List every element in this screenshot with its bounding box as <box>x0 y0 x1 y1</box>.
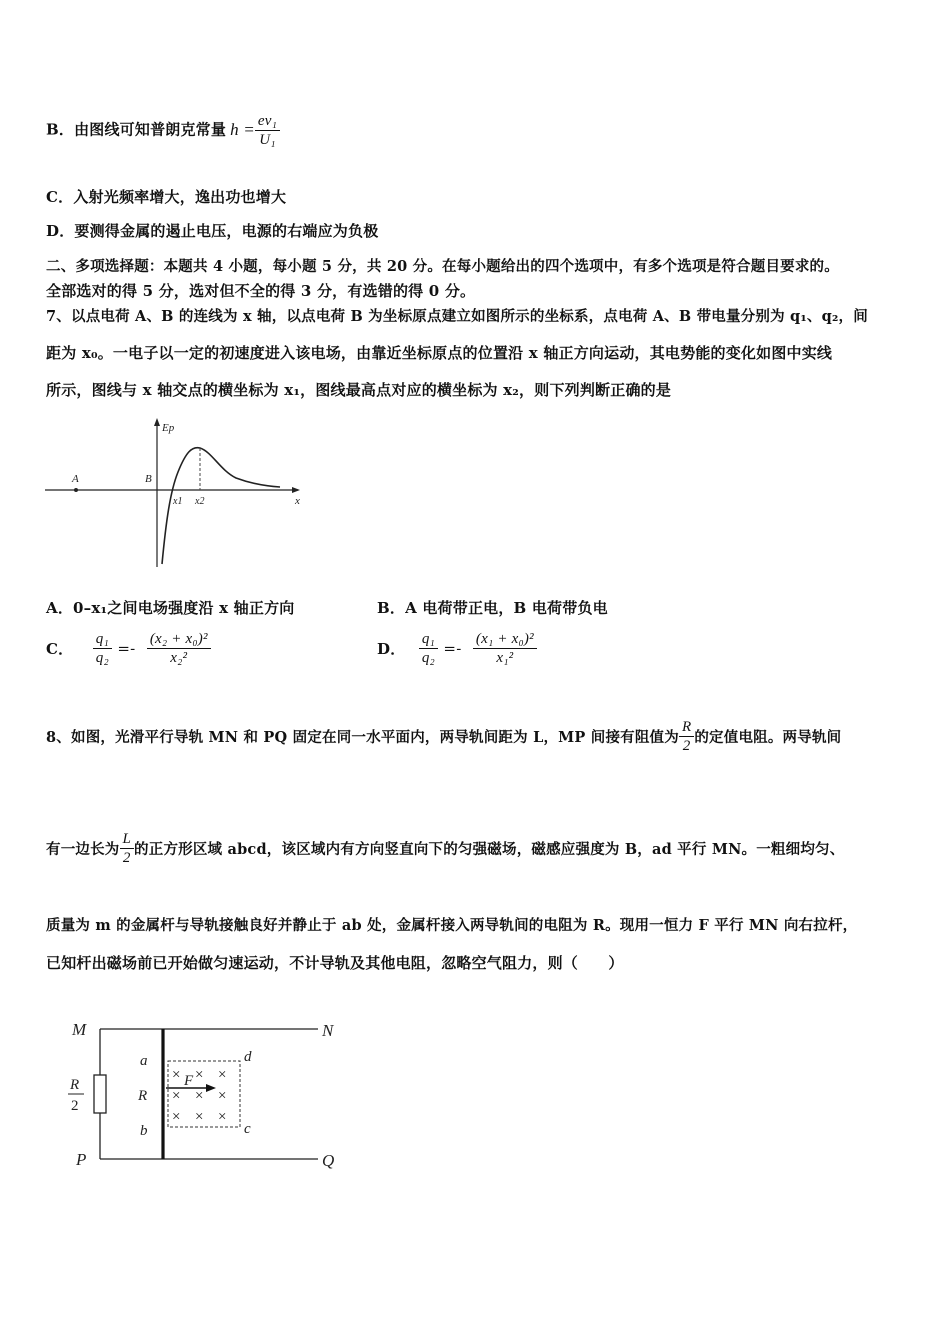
planck-formula-fraction <box>255 112 280 149</box>
q8-text-line4: 已知杆出磁场前已开始做匀速运动，不计导轨及其他电阻，忽略空气阻力，则（ ） <box>46 954 624 972</box>
graph-y-axis-arrow <box>154 418 160 426</box>
graph-label-a: A <box>72 473 79 485</box>
q7-option-d-rhs-num: (x₁ + x₀)² <box>475 631 534 647</box>
q8-text-line1 <box>46 718 841 755</box>
q8-resistance-den: 2 <box>679 736 694 755</box>
planck-formula-numerator: ev₁ <box>257 113 278 129</box>
q7-option-c-label: C． <box>46 640 74 658</box>
label-f: F <box>184 1073 194 1089</box>
q8-line2-text-b: 的正方形区域 abcd，该区域内有方向竖直向下的匀强磁场，磁感应强度为 B，ad 平行 MN。一粗细均匀、 <box>134 841 845 858</box>
graph-label-x1: x1 <box>173 496 183 507</box>
planck-formula-lhs: h = <box>230 119 255 139</box>
q7-option-d-rhs-den: x₁² <box>473 648 537 667</box>
field-cross-3: × <box>218 1067 227 1083</box>
q7-option-d-equals: =- <box>443 639 462 658</box>
q7-option-c <box>46 630 211 667</box>
q8-text-line3: 质量为 m 的金属杆与导轨接触良好并静止于 ab 处，金属杆接入两导轨间的电阻为 R。现用一恒力 F 平行 MN 向右拉杆， <box>46 917 858 934</box>
field-cross-2: × <box>195 1067 204 1083</box>
q7-option-b: B．A 电荷带正电，B 电荷带负电 <box>377 599 608 617</box>
graph-x-axis-arrow <box>292 487 300 493</box>
graph-label-b: B <box>145 473 152 485</box>
q8-resistance-fraction <box>679 718 694 755</box>
q7-option-d-lhs-den: q₂ <box>419 648 438 667</box>
label-rod-r: R <box>138 1088 148 1104</box>
label-n: N <box>322 1021 334 1040</box>
field-cross-5: × <box>195 1088 204 1104</box>
label-d: d <box>244 1049 252 1065</box>
q8-line1-text-a: 8、如图，光滑平行导轨 MN 和 PQ 固定在同一水平面内，两导轨间距为 L，MP 间接有阻值为 <box>46 729 679 746</box>
q7-text-line3: 所示，图线与 x 轴交点的横坐标为 x₁，图线最高点对应的横坐标为 x₂，则下列判断正确的是 <box>46 381 672 399</box>
q8-resistance-num: R <box>681 719 692 735</box>
q7-text-line2: 距为 x₀。一电子以一定的初速度进入该电场，由靠近坐标原点的位置沿 x 轴正方向运动，其电势能的变化如图中实线 <box>46 344 833 362</box>
q6-option-b <box>46 112 280 149</box>
field-cross-8: × <box>195 1109 204 1125</box>
section2-heading-line1: 二、多项选择题：本题共 4 小题，每小题 5 分，共 20 分。在每小题给出的四个选项中，有多个选项是符合题目要求的。 <box>46 258 839 275</box>
rail-circuit-figure <box>60 1015 360 1180</box>
resistor-label-num: R <box>70 1077 80 1093</box>
field-cross-9: × <box>218 1109 227 1125</box>
field-cross-6: × <box>218 1088 227 1104</box>
q7-option-d-lhs <box>419 630 438 667</box>
q7-option-d <box>377 630 537 667</box>
q8-side-length-den: 2 <box>120 848 135 867</box>
label-q: Q <box>322 1151 335 1170</box>
graph-label-ep: Ep <box>162 422 175 434</box>
q7-option-c-rhs <box>147 630 211 667</box>
q8-line2-text-a: 有一边长为 <box>46 841 120 858</box>
label-p: P <box>76 1150 87 1169</box>
label-b: b <box>140 1123 148 1139</box>
graph-label-x: x <box>295 495 300 507</box>
q8-text-line2 <box>46 830 844 867</box>
q7-option-c-lhs <box>93 630 112 667</box>
q7-option-d-label: D． <box>377 640 406 658</box>
planck-formula-denominator: U₁ <box>255 130 280 149</box>
q6-option-c: C．入射光频率增大，逸出功也增大 <box>46 188 287 206</box>
label-m: M <box>72 1020 87 1039</box>
label-a: a <box>140 1053 148 1069</box>
q7-option-c-rhs-num: (x₂ + x₀)² <box>149 631 208 647</box>
charge-a-dot <box>74 488 78 492</box>
q7-option-c-rhs-den: x₂² <box>147 648 211 667</box>
q6-option-d: D．要测得金属的遏止电压，电源的右端应为负极 <box>46 222 379 240</box>
q8-side-length-num: L <box>122 831 132 847</box>
q7-option-c-lhs-num: q₁ <box>95 631 109 647</box>
q8-side-length-fraction <box>120 830 135 867</box>
q7-option-a: A．0–x₁之间电场强度沿 x 轴正方向 <box>46 599 295 617</box>
q6-option-b-text: B．由图线可知普朗克常量 <box>46 120 227 139</box>
label-c: c <box>244 1121 251 1137</box>
resistor-label-den: 2 <box>71 1098 79 1114</box>
resistor <box>94 1075 106 1113</box>
q7-option-c-equals: =- <box>117 639 136 658</box>
field-cross-4: × <box>172 1088 181 1104</box>
section2-heading-line2: 全部选对的得 5 分，选对但不全的得 3 分，有选错的得 0 分。 <box>46 282 476 300</box>
q7-option-d-rhs <box>473 630 537 667</box>
field-cross-7: × <box>172 1109 181 1125</box>
q7-option-d-lhs-num: q₁ <box>421 631 435 647</box>
field-cross-1: × <box>172 1067 181 1083</box>
q8-line1-text-b: 的定值电阻。两导轨间 <box>694 729 842 746</box>
q7-option-c-lhs-den: q₂ <box>93 648 112 667</box>
force-arrow-head <box>206 1084 216 1092</box>
potential-energy-graph <box>40 412 310 572</box>
graph-label-x2: x2 <box>195 496 205 507</box>
q7-text-line1: 7、以点电荷 A、B 的连线为 x 轴，以点电荷 B 为坐标原点建立如图所示的坐标系，点电荷 A、B 带电量分别为 q₁、q₂，间 <box>46 308 868 325</box>
